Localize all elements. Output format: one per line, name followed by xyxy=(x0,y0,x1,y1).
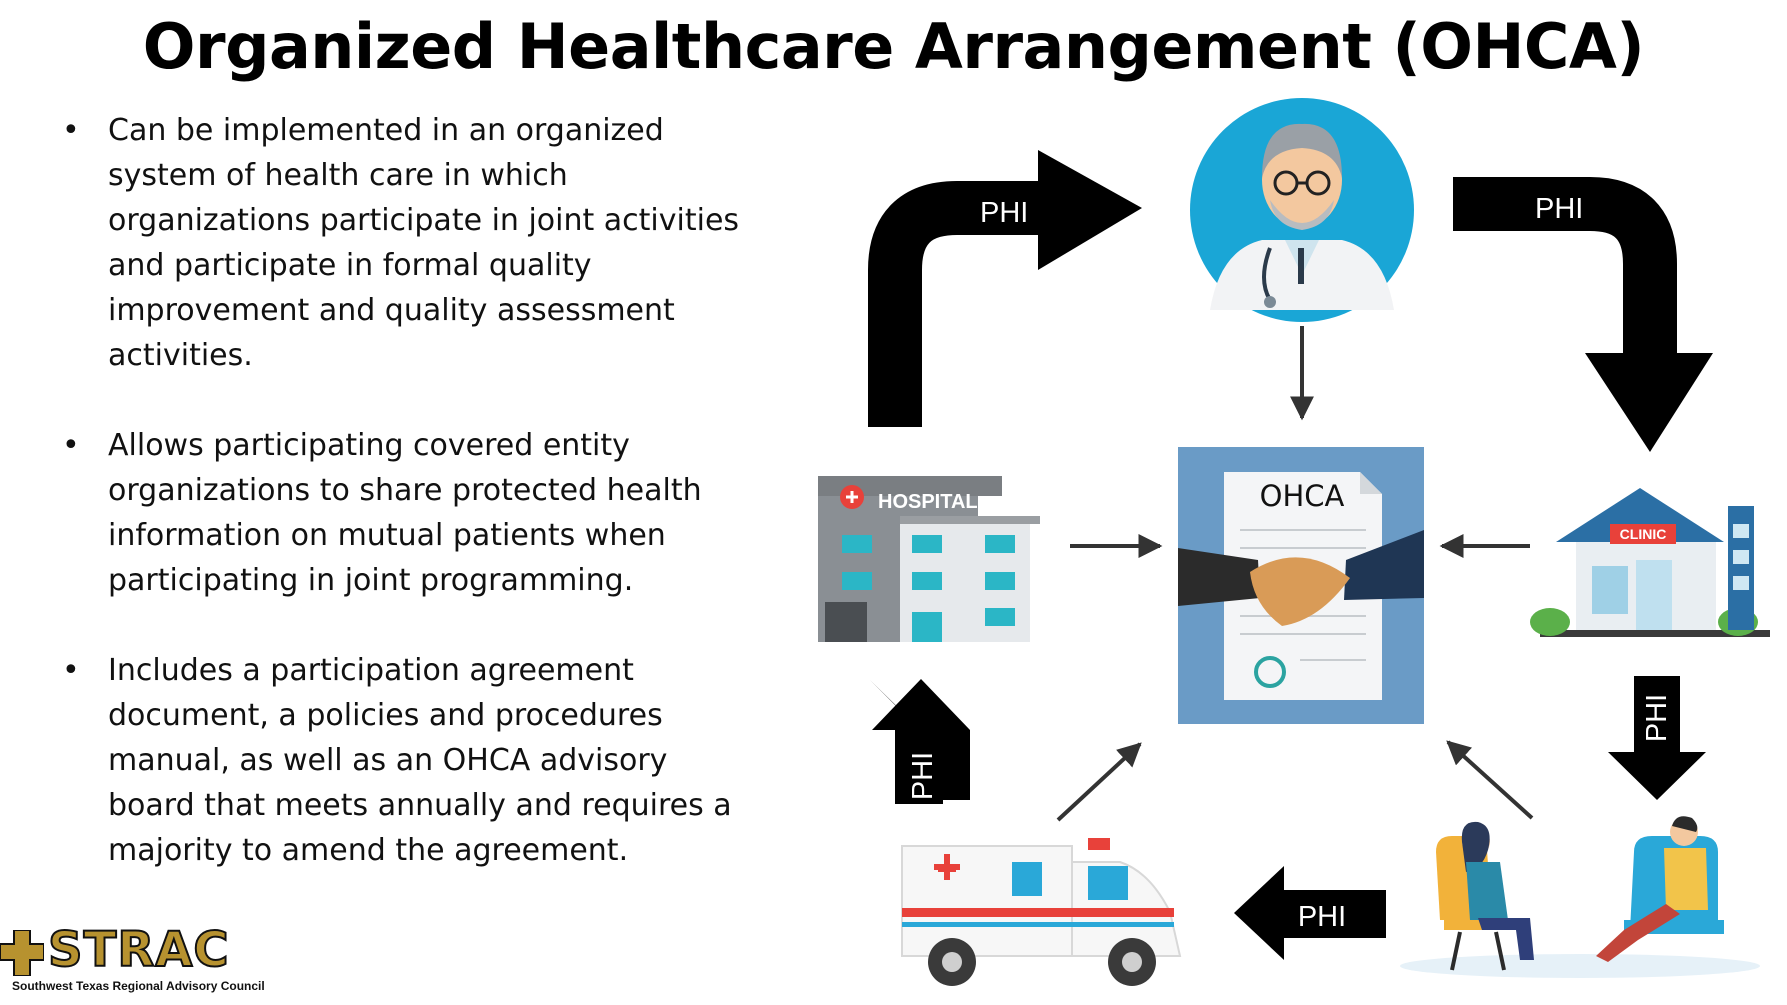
phi-label: PHI xyxy=(1297,901,1347,933)
logo-name: STRAC xyxy=(48,922,230,978)
doctor-icon xyxy=(1190,98,1414,322)
clinic-icon xyxy=(1530,488,1770,637)
patients-icon xyxy=(1400,816,1760,978)
bullet-item: • Can be implemented in an organized system of health care in which organizations participate in joint activities and participate in formal quality improvement and quality assessment activities. xyxy=(62,108,762,378)
clinic-sign: CLINIC xyxy=(1619,526,1667,542)
phi-arrow-doctor-to-clinic xyxy=(1453,193,1713,452)
logo-subtitle: Southwest Texas Regional Advisory Council xyxy=(12,979,265,993)
phi-label: PHI xyxy=(980,197,1029,229)
phi-arrow-clinic-to-patients xyxy=(1608,676,1706,800)
page-title: Organized Healthcare Arrangement (OHCA) xyxy=(142,10,1645,83)
bullet-item: • Includes a participation agreement document, a policies and procedures manual, as well as an OHCA advisory board that meets annually and requires a majority to amend the agreement. xyxy=(62,648,762,873)
hospital-icon xyxy=(818,476,1040,642)
logo-strac xyxy=(0,922,280,998)
star-cross-icon xyxy=(0,930,44,976)
arrow-ambulance-to-ohca xyxy=(1058,744,1140,820)
phi-arrow-patients-to-ambulance xyxy=(1234,866,1386,960)
bullet-item: • Allows participating covered entity organizations to share protected health information on mutual patients when participating in joint programming. xyxy=(62,423,762,603)
arrow-patients-to-ohca xyxy=(1448,742,1532,818)
agreement-handshake-icon xyxy=(1178,447,1424,724)
phi-label: PHI xyxy=(1535,193,1584,225)
phi-arrow-hospital-to-doctor xyxy=(895,150,1142,427)
ohca-label: OHCA xyxy=(1259,479,1345,513)
ambulance-icon xyxy=(902,838,1180,986)
hospital-sign: HOSPITAL xyxy=(878,491,978,513)
phi-arrow-ambulance-to-hospital xyxy=(870,679,970,804)
phi-label: PHI xyxy=(1641,693,1673,743)
phi-label: PHI xyxy=(907,751,939,801)
